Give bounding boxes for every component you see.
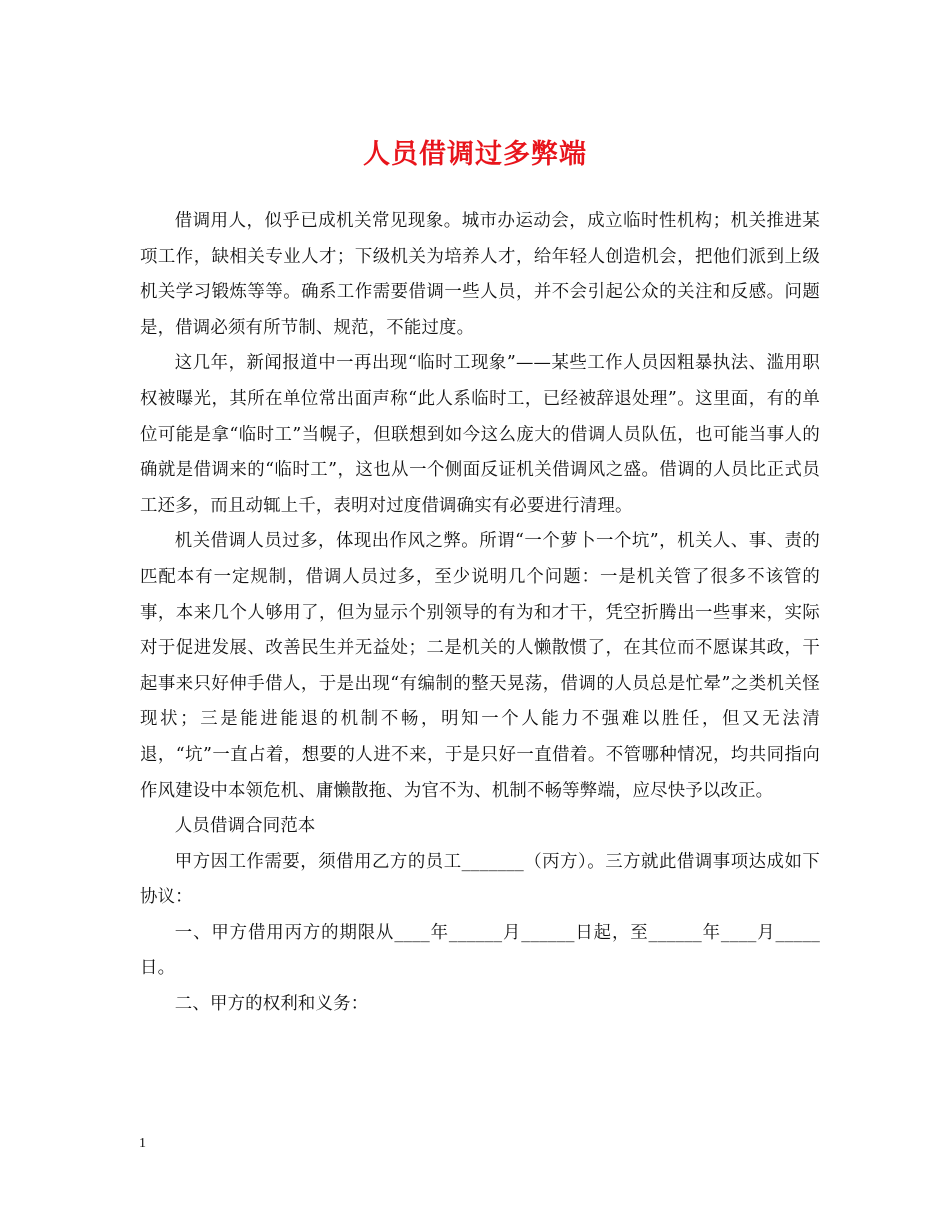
document-body [140, 204, 820, 1023]
paragraph: 机关借调人员过多，体现出作风之弊。所谓“一个萝卜一个坑”，机关人、事、责的匹配本有一定规制，借调人员过多，至少说明几个问题：一是机关管了很多不该管的事，本来几个人够用了，但为显示个别领导的有为和才干，凭空折腾出一些事来，实际对于促进发展、改善民生并无益处；二是机关的人懒散惯了，在其位而不愿谋其政，干起事来只好伸手借人，于是出现“有编制的整天晃荡，借调的人员总是忙晕”之类机关怪现状；三是能进能退的机制不畅，明知一个人能力不强难以胜任，但又无法清退，“坑”一直占着，想要的人进不来，于是只好一直借着。不管哪种情况，均共同指向作风建设中本领危机、庸懒散拖、为官不为、机制不畅等弊端，应尽快予以改正。 [140, 531, 820, 801]
section-heading: 人员借调合同范本 [174, 816, 316, 837]
paragraph: 二、甲方的权利和义务： [174, 994, 369, 1015]
paragraph: 借调用人，似乎已成机关常见现象。城市办运动会，成立临时性机构；机关推进某项工作，缺相关专业人才；下级机关为培养人才，给年轻人创造机会，把他们派到上级机关学习锻炼等等。确系工作需要借调一些人员，并不会引起公众的关注和反感。问题是，借调必须有所节制、规范，不能过度。 [140, 211, 820, 338]
paragraph: 这几年，新闻报道中一再出现“临时工现象”——某些工作人员因粗暴执法、滥用职权被曝光，其所在单位常出面声称“此人系临时工，已经被辞退处理”。这里面，有的单位可能是拿“临时工”当幌子，但联想到如今这么庞大的借调人员队伍，也可能当事人的确就是借调来的“临时工”，这也从一个侧面反证机关借调风之盛。借调的人员比正式员工还多，而且动辄上千，表明对过度借调确实有必要进行清理。 [140, 353, 820, 516]
document-title: 人员借调过多弊端 [363, 139, 587, 170]
paragraph: 甲方因工作需要，须借用乙方的员工_______（丙方）。三方就此借调事项达成如下协议： [140, 851, 820, 908]
page-number: 1 [139, 1136, 146, 1151]
paragraph: 一、甲方借用丙方的期限从____年______月______日起，至______年____月_____日。 [140, 922, 820, 979]
